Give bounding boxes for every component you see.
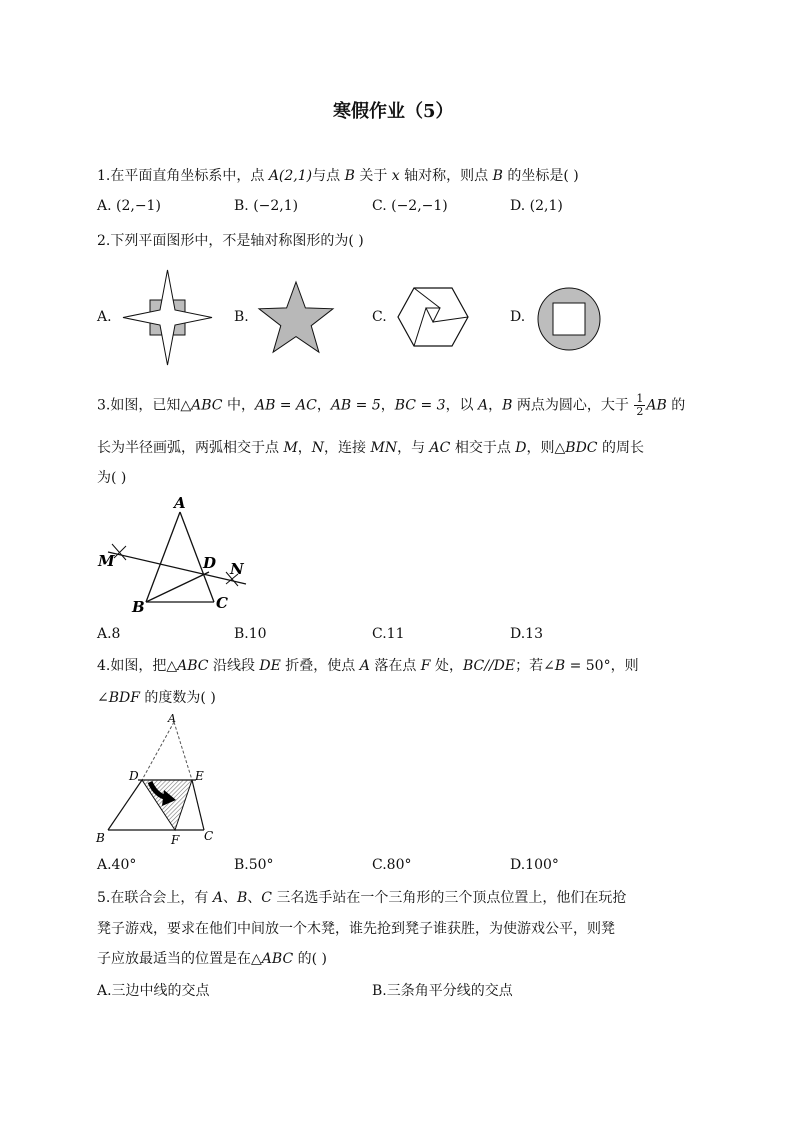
q3-label-d: D <box>203 554 217 572</box>
five-point-star-figure <box>256 280 336 356</box>
page-title: 寒假作业（5） <box>333 101 454 122</box>
q4-label-f: F <box>171 833 180 847</box>
q4-label-c: C <box>204 829 214 843</box>
question-3-line-1: 3.如图，已知△ABC 中，AB = AC，AB = 5，BC = 3，以 A，B 两点为圆心，大于 $\frac{1}{2}$ AB 的 <box>97 392 686 418</box>
q4-label-e: E <box>195 769 204 783</box>
q1-option-a[interactable]: A. (2,−1) <box>97 198 161 214</box>
q5-option-a[interactable]: A.三边中线的交点 <box>97 983 210 999</box>
question-5-line-1: 5.在联合会上，有 A、B、C 三名选手站在一个三角形的三个顶点位置上，他们在玩抢 <box>97 890 627 906</box>
q5-option-b[interactable]: B.三条角平分线的交点 <box>372 983 513 999</box>
question-2-stem: 2.下列平面图形中，不是轴对称图形的为( ) <box>97 233 364 249</box>
q1-option-d[interactable]: D. (2,1) <box>510 198 563 214</box>
q2-option-d-label[interactable]: D. <box>510 309 526 325</box>
question-5-line-3: 子应放最适当的位置是在△ABC 的( ) <box>97 951 327 967</box>
question-4-line-2: ∠BDF 的度数为( ) <box>97 690 216 706</box>
hexagon-pinwheel-figure <box>396 286 470 348</box>
q3-label-c: C <box>216 594 228 612</box>
q4-label-b: B <box>96 831 105 845</box>
q3-label-n: N <box>230 560 244 578</box>
q3-option-a[interactable]: A.8 <box>97 626 121 642</box>
q3-option-d[interactable]: D.13 <box>510 626 543 642</box>
q3-option-c[interactable]: C.11 <box>372 626 405 642</box>
q4-option-d[interactable]: D.100° <box>510 857 559 873</box>
one-half-fraction: $\frac{1}{2}$ <box>636 392 644 418</box>
q1-option-b[interactable]: B. (−2,1) <box>234 198 299 214</box>
q3-triangle-figure <box>96 494 256 614</box>
question-3-line-3: 为( ) <box>97 470 127 486</box>
question-1-stem: 1.在平面直角坐标系中，点 A(2,1)与点 B 关于 x 轴对称，则点 B 的坐标是( ) <box>97 168 579 184</box>
q2-option-b-label[interactable]: B. <box>234 309 249 325</box>
circle-square-figure <box>536 286 602 352</box>
q3-label-m: M <box>98 552 115 570</box>
question-3-line-2: 长为半径画弧，两弧相交于点 M，N，连接 MN，与 AC 相交于点 D，则△BDC 的周长 <box>97 440 644 456</box>
four-point-star-figure <box>120 268 215 368</box>
q3-option-b[interactable]: B.10 <box>234 626 267 642</box>
q3-label-b: B <box>132 598 145 616</box>
q4-fold-triangle-figure <box>94 712 224 852</box>
q4-label-d: D <box>129 769 139 783</box>
q3-label-a: A <box>174 494 186 512</box>
q4-label-a: A <box>168 712 176 725</box>
q2-option-a-label[interactable]: A. <box>97 309 112 325</box>
question-4-line-1: 4.如图，把△ABC 沿线段 DE 折叠，使点 A 落在点 F 处，BC//DE；若∠B = 50°，则 <box>97 658 639 674</box>
q4-option-a[interactable]: A.40° <box>97 857 137 873</box>
question-5-line-2: 凳子游戏，要求在他们中间放一个木凳，谁先抢到凳子谁获胜，为使游戏公平，则凳 <box>97 921 615 937</box>
q4-option-c[interactable]: C.80° <box>372 857 412 873</box>
q1-option-c[interactable]: C. (−2,−1) <box>372 198 448 214</box>
q2-option-c-label[interactable]: C. <box>372 309 387 325</box>
q4-option-b[interactable]: B.50° <box>234 857 274 873</box>
